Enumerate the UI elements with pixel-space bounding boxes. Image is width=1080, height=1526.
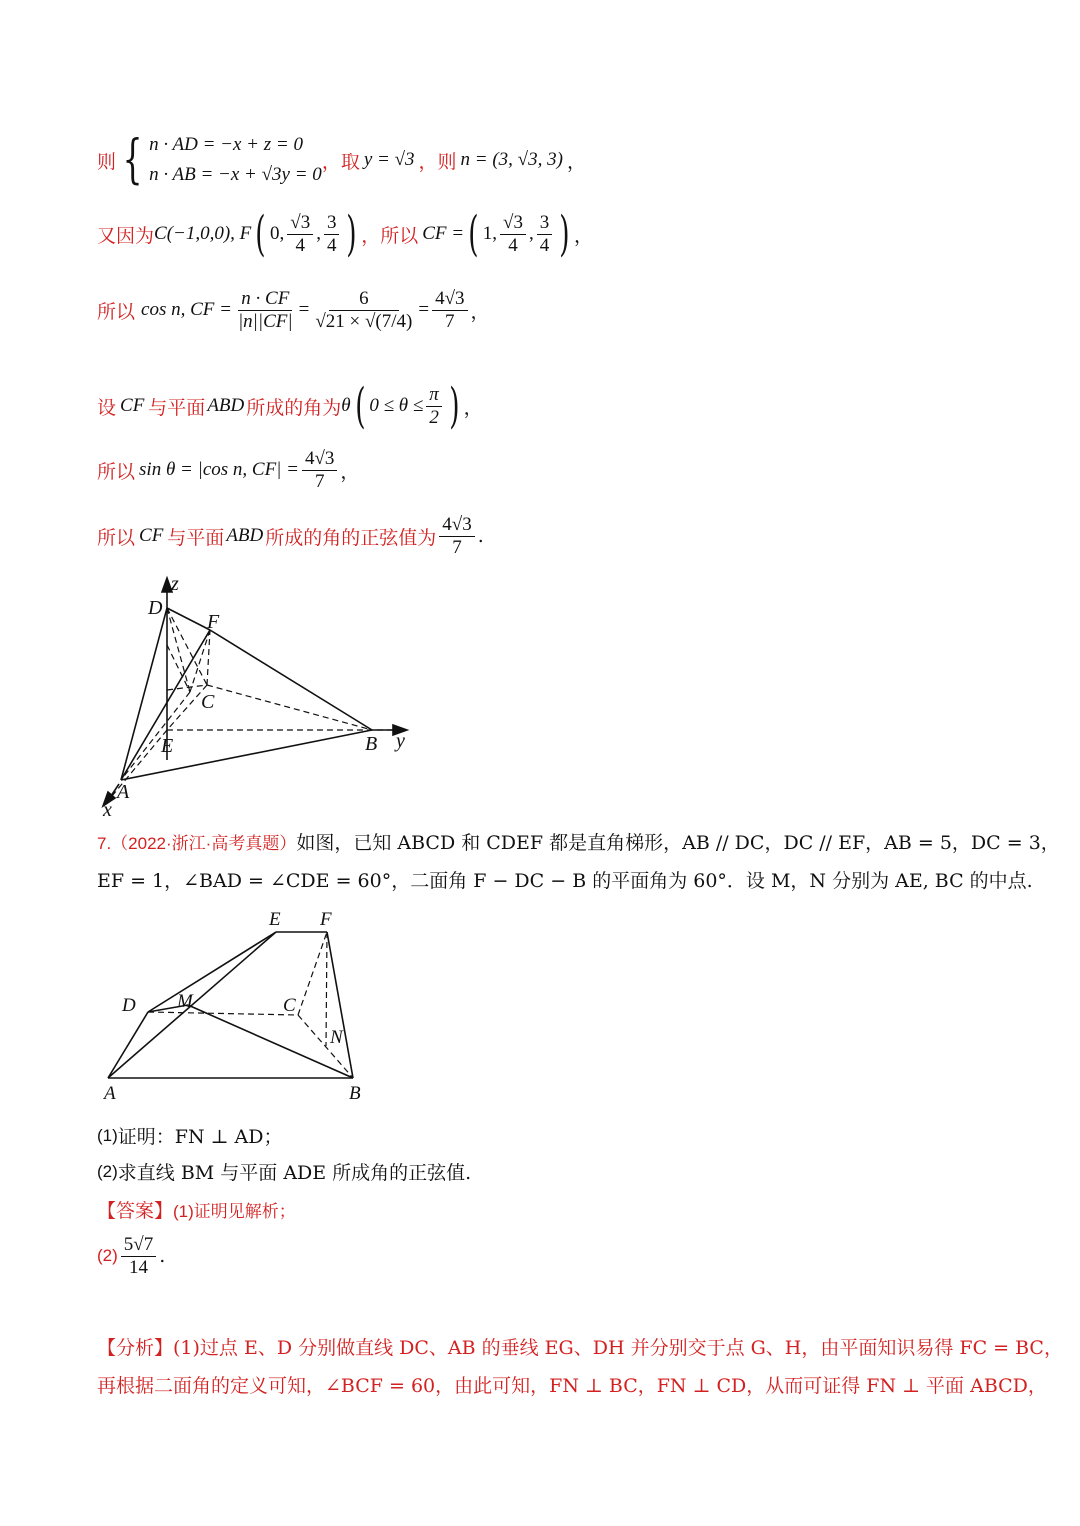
analysis-tag: 【分析】: [97, 1337, 174, 1359]
answer-line-2: (2) $\frac{5√7}{14}$ .: [97, 1234, 166, 1278]
solution-line-1: [97, 130, 586, 191]
then-text-2: ，则: [418, 150, 457, 173]
problem-7-line-2: [97, 866, 1033, 893]
label-a: A: [117, 781, 130, 803]
problem-text-2: EF = 1，∠BAD = ∠CDE = 60°，二面角 F − DC − B 的平面角为 60°．设 M，N 分别为 AE, BC 的中点.: [97, 870, 1033, 892]
analysis-text-2: 再根据二面角的定义可知，∠BCF = 60，由此可知，FN ⊥ BC，FN ⊥ CD，从而可证得 FN ⊥ 平面 ABCD，: [97, 1375, 1047, 1397]
figure-2-trapezoid: [100, 905, 390, 1105]
then-text: 则: [97, 150, 117, 173]
solution-line-3: 所以 cos n, CF = $\frac{n \cdot CF}{|n||CF|}$ = $\frac{6}{√21 \times √(7/4)}$ = $\frac{4√3}{7}$ ，: [97, 288, 490, 332]
fraction-1: $\frac{n \cdot CF}{|n||CF|}$: [237, 288, 293, 332]
fraction-3: $\frac{4√3}{7}$: [432, 288, 467, 333]
problem-number: 7.（2022·浙江·高考真题）: [97, 834, 297, 853]
take-text: ，取: [321, 150, 360, 173]
label-b: B: [349, 1083, 361, 1104]
label-f: F: [320, 909, 332, 930]
normal-vector: n = (3, √3, 3): [460, 149, 563, 171]
analysis-line-2: [97, 1371, 1047, 1398]
fraction: $\frac{4√3}{7}$: [302, 448, 337, 493]
fraction: $\frac{3}{4}$: [537, 212, 553, 257]
problem-7-line-1: [97, 828, 1060, 855]
question-1: (1) 证明：FN ⊥ AD；: [97, 1125, 283, 1148]
fraction: $\frac{4√3}{7}$: [439, 514, 474, 559]
fraction: $\frac{√3}{4}$: [287, 212, 313, 257]
analysis-line-1: [97, 1333, 1063, 1360]
label-c: C: [283, 995, 296, 1016]
label-f: F: [207, 611, 220, 633]
problem-text-1: 如图，已知 ABCD 和 CDEF 都是直角梯形，AB // DC，DC // EF，AB = 5，DC = 3，: [296, 832, 1060, 854]
label-a: A: [104, 1083, 116, 1104]
label-n: N: [330, 1027, 343, 1048]
fraction: $\frac{√3}{4}$: [500, 212, 526, 257]
label-d: D: [122, 995, 136, 1016]
answer-fraction: $\frac{5√7}{14}$: [121, 1234, 156, 1279]
cf-label: CF =: [422, 223, 465, 244]
so-text: ，所以: [361, 224, 419, 247]
fraction: $\frac{3}{4}$: [324, 212, 340, 257]
label-e: E: [161, 735, 174, 757]
answer-line-1: 【答案】 (1)证明见解析；: [97, 1196, 296, 1223]
label-z: z: [171, 573, 179, 595]
because-text: 又因为: [97, 224, 155, 247]
solution-line-6: 所以 CF 与平面 ABD 所成的角的正弦值为 $\frac{4√3}{7}$ .: [97, 514, 484, 558]
point-c-f: C(−1,0,0), F: [154, 223, 252, 244]
label-y: y: [396, 730, 405, 752]
question-2: (2) 求直线 BM 与平面 ADE 所成角的正弦值.: [97, 1161, 472, 1184]
comma: ，: [566, 150, 586, 173]
equation-1: n · AD = −x + z = 0: [149, 134, 303, 155]
label-e: E: [269, 909, 281, 930]
left-brace: {: [122, 130, 143, 191]
label-d: D: [148, 597, 163, 619]
so-text: 所以: [97, 300, 136, 323]
label-c: C: [201, 691, 215, 713]
cos-expr: cos n, CF =: [141, 299, 232, 321]
equation-system: [149, 130, 322, 191]
f-x: 0,: [270, 223, 285, 244]
fraction-2: $\frac{6}{√21 \times √(7/4)}$: [315, 288, 413, 332]
analysis-text-1: (1)过点 E、D 分别做直线 DC、AB 的垂线 EG、DH 并分别交于点 G、H，由平面知识易得 FC = BC，: [173, 1337, 1063, 1359]
solution-line-5: 所以 sin θ = |cos n, CF| = $\frac{4√3}{7}$ ，: [97, 448, 360, 492]
solution-line-2: 又因为 C(−1,0,0), F ( 0, $\frac{√3}{4}$ , $\frac{3}{4}$ ) ，所以 CF = ( 1, $\frac{√3}{4}$ , $\frac{3}{4}$ ) ，: [97, 206, 593, 262]
equation-2: n · AB = −x + √3y = 0: [149, 164, 322, 186]
answer-tag: 【答案】: [97, 1200, 174, 1222]
solution-line-4: 设 CF 与平面 ABD 所成的角为 θ ( 0 ≤ θ ≤ $\frac{\pi}{2}$ ) ，: [97, 378, 483, 434]
label-b: B: [365, 733, 378, 755]
label-m: M: [177, 991, 193, 1012]
figure-1-pyramid: [95, 570, 425, 820]
label-x: x: [103, 799, 112, 820]
y-value: y = √3: [363, 149, 415, 171]
fraction: $\frac{\pi}{2}$: [426, 384, 442, 429]
